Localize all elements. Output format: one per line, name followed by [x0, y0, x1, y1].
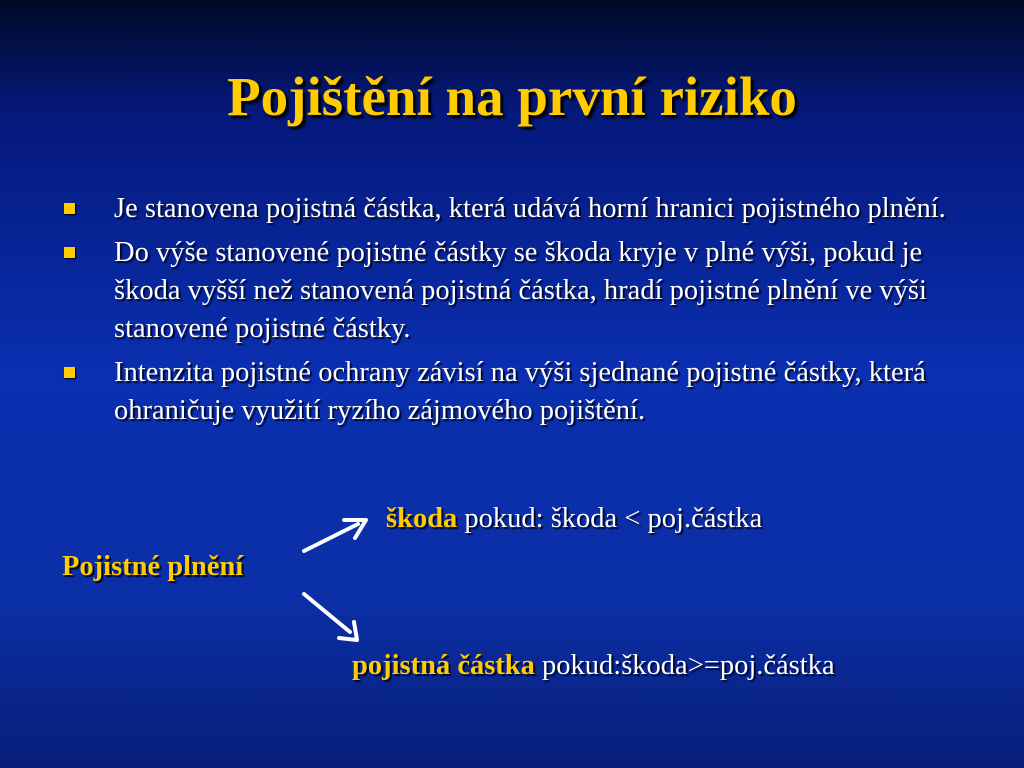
- arrow-down-right-icon: [304, 594, 357, 640]
- lower-outcome-condition: pokud:škoda>=poj.částka: [542, 650, 835, 681]
- bullet-text: Intenzita pojistné ochrany závisí na výši sjednané pojistné částky, která ohraničuje využití ryzího zájmového pojištění.: [114, 357, 926, 426]
- arrow-up-right-icon: [304, 520, 366, 551]
- upper-outcome-condition: pokud: škoda < poj.částka: [464, 503, 763, 534]
- slide-title: Pojištění na první riziko: [227, 66, 797, 127]
- diagram-source-label: Pojistné plnění: [62, 551, 244, 582]
- upper-outcome-term: škoda: [386, 503, 458, 534]
- bullet-text: Do výše stanovené pojistné částky se škoda kryje v plné výši, pokud je škoda vyšší než stanovená pojistná částka, hradí pojistné plnění ve výši stanovené pojistné částky.: [114, 237, 927, 344]
- lower-outcome-term: pojistná částka: [352, 650, 535, 681]
- bullet-text: Je stanovena pojistná částka, která udává horní hranici pojistného plnění.: [114, 193, 946, 224]
